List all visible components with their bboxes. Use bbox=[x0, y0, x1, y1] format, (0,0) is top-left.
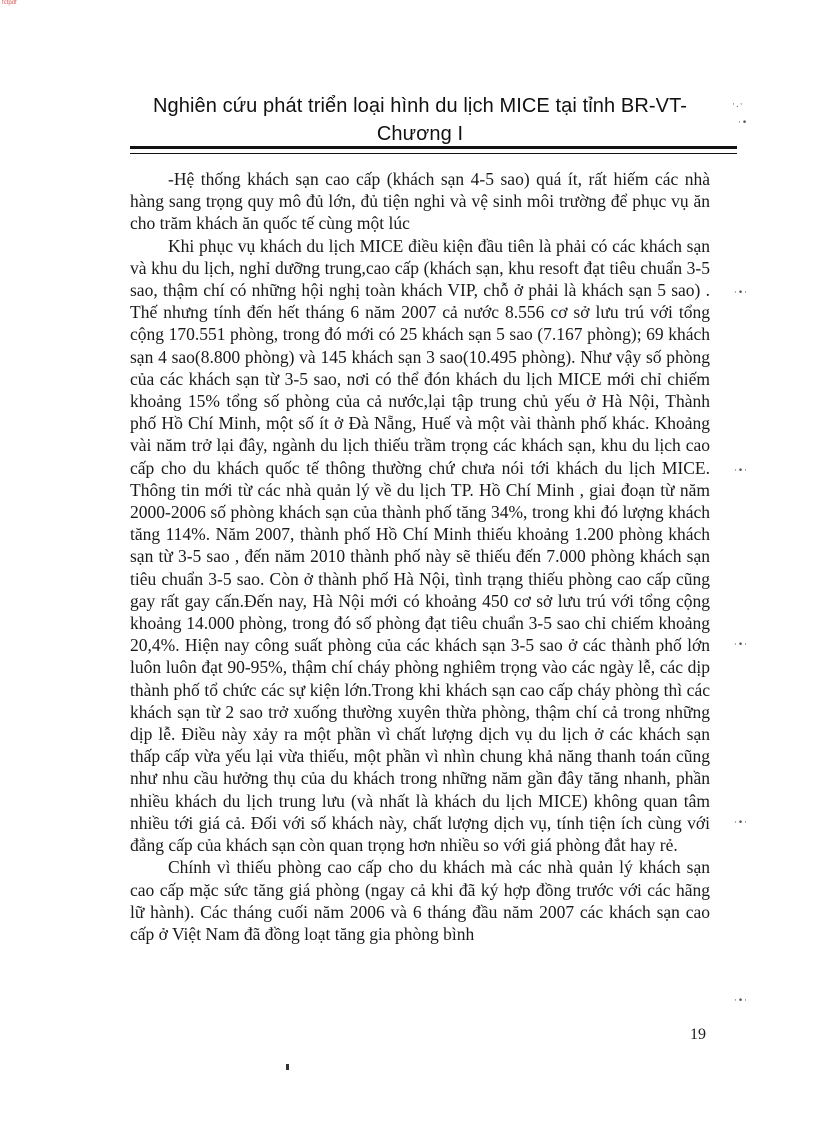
corner-watermark: fctpdf bbox=[2, 0, 17, 6]
paragraph-hotel-system: -Hệ thống khách sạn cao cấp (khách sạn 4-5 sao) quá ít, rất hiếm các nhà hàng sang trọng quy mô đủ lớn, đủ tiện nghi và vệ sinh môi trường để phục vụ ăn cho trăm khách ăn quốc tế cùng một lúc bbox=[130, 169, 710, 234]
header-divider bbox=[130, 146, 737, 154]
page-number: 19 bbox=[690, 1026, 706, 1043]
margin-speck: ·.· bbox=[732, 100, 744, 110]
margin-speck: ·•· bbox=[734, 818, 749, 828]
margin-speck: ·•· bbox=[734, 466, 749, 476]
margin-speck: ·•· bbox=[734, 640, 749, 650]
document-body bbox=[130, 168, 710, 945]
header-title-line-1: Nghiên cứu phát triển loại hình du lịch MICE tại tỉnh BR-VT- bbox=[152, 95, 688, 117]
page-header bbox=[100, 92, 740, 148]
header-title-line-2: Chương I bbox=[376, 123, 464, 145]
paragraph-price-increase: Chính vì thiếu phòng cao cấp cho du khách mà các nhà quản lý khách sạn cao cấp mặc sức tăng giá phòng (ngay cả khi đã ký hợp đồng trước với các hãng lữ hành). Các tháng cuối năm 2006 và 6 tháng đầu năm 2007 các khách sạn cao cấp ở Việt Nam đã đồng loạt tăng gia phòng bình bbox=[130, 857, 710, 944]
margin-speck: ·•· bbox=[734, 288, 749, 298]
scan-speck bbox=[286, 1064, 289, 1070]
margin-speck: ·•· bbox=[734, 996, 749, 1006]
margin-speck: ·• bbox=[738, 118, 749, 128]
paragraph-mice-requirements: Khi phục vụ khách du lịch MICE điều kiện đầu tiên là phải có các khách sạn và khu du lịch, nghỉ dưỡng trung,cao cấp (khách sạn, khu resoft đạt tiêu chuẩn 3-5 sao, thậm chí có những hội nghị toàn khách VIP, chỗ ở phải là khách sạn 5 sao) . Thế nhưng tính đến hết tháng 6 năm 2007 cả nước 8.556 cơ sở lưu trú với tổng cộng 170.551 phòng, trong đó mới có 25 khách sạn 5 sao (7.167 phòng); 69 khách sạn 4 sao(8.800 phòng) và 145 khách sạn 3 sao(10.495 phòng). Như vậy số phòng của các khách sạn từ 3-5 sao, nơi có thể đón khách du lịch MICE mới chỉ chiếm khoảng 15% tổng số phòng của cả nước,lại tập trung chủ yếu ở Hà Nội, Thành phố Hồ Chí Minh, một số ít ở Đà Nẵng, Huế và một vài thành phố khác. Khoảng vài năm trở lại đây, ngành du lịch thiếu trầm trọng các khách sạn, khu du lịch cao cấp cho du khách quốc tế thông thường chứ chưa nói tới khách du lịch MICE. Thông tin mới từ các nhà quản lý về du lịch TP. Hồ Chí Minh , giai đoạn từ năm 2000-2006 số phòng khách sạn của thành phố tăng 34%, trong khi đó lượng khách tăng 114%. Năm 2007, thành phố Hồ Chí Minh thiếu khoảng 1.200 phòng khách sạn từ 3-5 sao , đến năm 2010 thành phố này sẽ thiếu đến 7.000 phòng khách sạn tiêu chuẩn 3-5 sao. Còn ở thành phố Hà Nội, tình trạng thiếu phòng cao cấp cũng gay rất gay cấn.Đến nay, Hà Nội mới có khoảng 450 cơ sở lưu trú với tổng cộng khoảng 14.000 phòng, trong đó số phòng đạt tiêu chuẩn 3-5 sao chỉ chiếm khoảng 20,4%. Hiện nay công suất phòng của các khách sạn 3-5 sao ở các thành phố lớn luôn luôn đạt 90-95%, thậm chí cháy phòng nghiêm trọng vào các ngày lễ, các dịp thành phố tổ chức các sự kiện lớn.Trong khi khách sạn cao cấp cháy phòng thì các khách sạn từ 2 sao trở xuống thường xuyên thừa phòng, thậm chí cả trong những dịp lễ. Điều này xảy ra một phần vì chất lượng dịch vụ du lịch ở các khách sạn thấp cấp vừa yếu lại vừa thiếu, một phần vì nhìn chung khả năng thanh toán cũng như nhu cầu hưởng thụ của du khách trong những năm gần đây tăng nhanh, phần nhiều khách du lịch trung lưu (và nhất là khách du lịch MICE) không quan tâm nhiều tới giá cả. Đối với số khách này, chất lượng dịch vụ, tính tiện ích cùng với đẳng cấp của khách sạn còn quan trọng hơn nhiều so với giá phòng đắt hay rẻ. bbox=[130, 235, 710, 856]
